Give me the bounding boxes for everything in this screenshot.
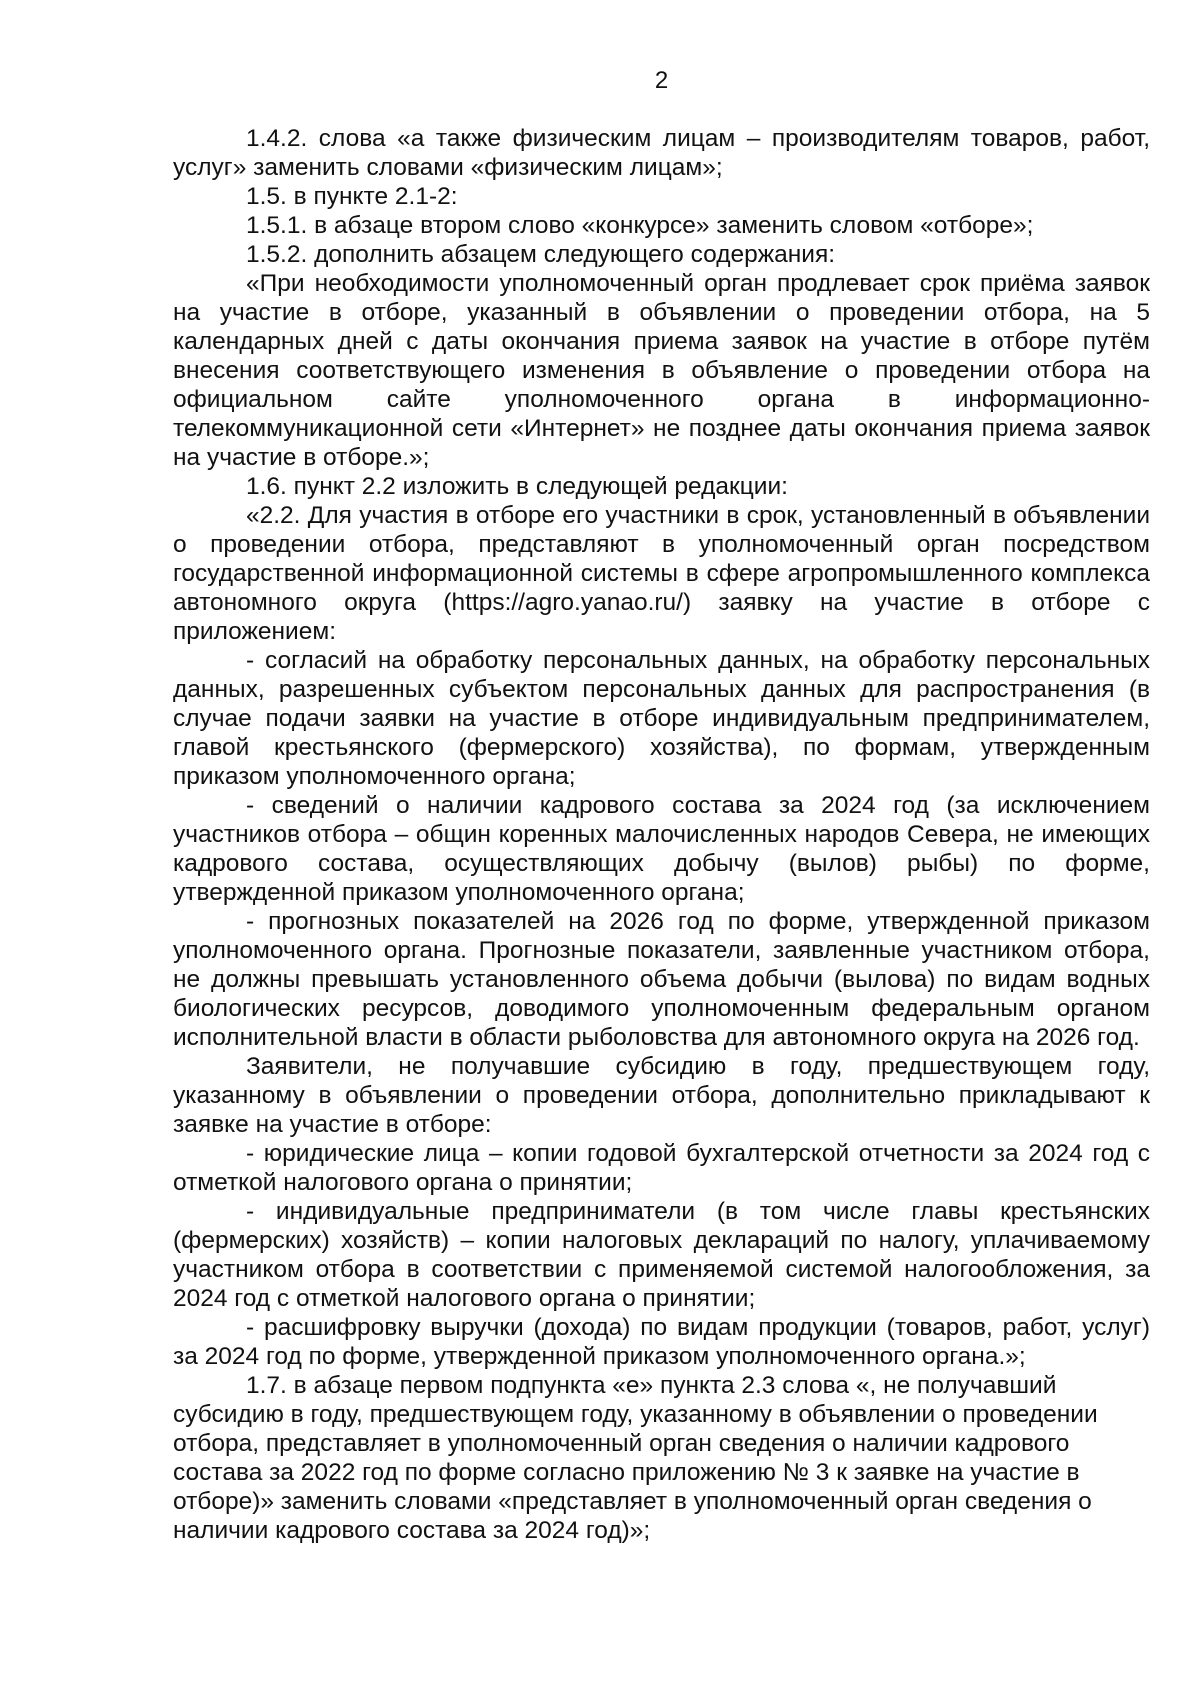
- list-item-entrepreneurs: - индивидуальные предприниматели (в том числе главы крестьянских (фермерских) хозяйств) – копии налоговых деклараций по налогу, уплачиваемому участником отбора в соответствии с применяемой системой налогообложения, за 2024 год с отметкой налогового органа о принятии;: [173, 1198, 1150, 1312]
- paragraph-1-5-2: 1.5.2. дополнить абзацем следующего содержания:: [246, 241, 836, 268]
- document-body: [173, 124, 1150, 1545]
- paragraph-1-7: 1.7. в абзаце первом подпункта «е» пункта 2.3 слова «, не получавший субсидию в году, предшествующем году, указанному в объявлении о проведении отбора, представляет в уполномоченный орган сведения о наличии кадрового состава за 2022 год по форме согласно приложению № 3 к заявке на участие в отборе)» заменить словами «представляет в уполномоченный орган сведения о наличии кадрового состава за 2024 год)»;: [173, 1372, 1098, 1544]
- list-item-consents: - согласий на обработку персональных данных, на обработку персональных данных, разрешенных субъектом персональных данных для распространения (в случае подачи заявки на участие в отборе индивидуальным предпринимателем, главой крестьянского (фермерского) хозяйства), по формам, утвержденным приказом уполномоченного органа;: [173, 647, 1150, 790]
- paragraph-1-4-2: 1.4.2. слова «а также физическим лицам – производителям товаров, работ, услуг» заменить словами «физическим лицам»;: [173, 125, 1150, 181]
- paragraph-2-2: «2.2. Для участия в отборе его участники в срок, установленный в объявлении о проведении отбора, представляют в уполномоченный орган посредством государственной информационной системы в сфере агропромышленного комплекса автономного округа (https://agro.yanao.ru/) заявку на участие в отборе с приложением:: [173, 502, 1150, 645]
- paragraph-1-6: 1.6. пункт 2.2 изложить в следующей редакции:: [246, 473, 788, 500]
- list-item-staff-info: - сведений о наличии кадрового состава за 2024 год (за исключением участников отбора – общин коренных малочисленных народов Севера, не имеющих кадрового состава, осуществляющих добычу (вылов) рыбы) по форме, утвержденной приказом уполномоченного органа;: [173, 792, 1150, 906]
- paragraph-quote-extension: «При необходимости уполномоченный орган продлевает срок приёма заявок на участие в отборе, указанный в объявлении о проведении отбора, на 5 календарных дней с даты окончания приема заявок на участие в отборе путём внесения соответствующего изменения в объявление о проведении отбора на официальном сайте уполномоченного органа в информационно-телекоммуникационной сети «Интернет» не позднее даты окончания приема заявок на участие в отборе.»;: [173, 270, 1150, 471]
- page-number: 2: [654, 67, 669, 94]
- paragraph-applicants: Заявители, не получавшие субсидию в году, предшествующем году, указанному в объявлении о проведении отбора, дополнительно прикладывают к заявке на участие в отборе:: [173, 1053, 1150, 1138]
- list-item-forecast: - прогнозных показателей на 2026 год по форме, утвержденной приказом уполномоченного органа. Прогнозные показатели, заявленные участником отбора, не должны превышать установленного объема добычи (вылова) по видам водных биологических ресурсов, доводимого уполномоченным федеральным органом исполнительной власти в области рыболовства для автономного округа на 2026 год.: [173, 908, 1150, 1051]
- paragraph-1-5: 1.5. в пункте 2.1-2:: [246, 183, 458, 210]
- list-item-legal-entities: - юридические лица – копии годовой бухгалтерской отчетности за 2024 год с отметкой налогового органа о принятии;: [173, 1140, 1150, 1196]
- list-item-revenue: - расшифровку выручки (дохода) по видам продукции (товаров, работ, услуг) за 2024 год по форме, утвержденной приказом уполномоченного органа.»;: [173, 1314, 1150, 1370]
- paragraph-1-5-1: 1.5.1. в абзаце втором слово «конкурсе» заменить словом «отборе»;: [246, 212, 1034, 239]
- document-page: [173, 0, 1150, 1697]
